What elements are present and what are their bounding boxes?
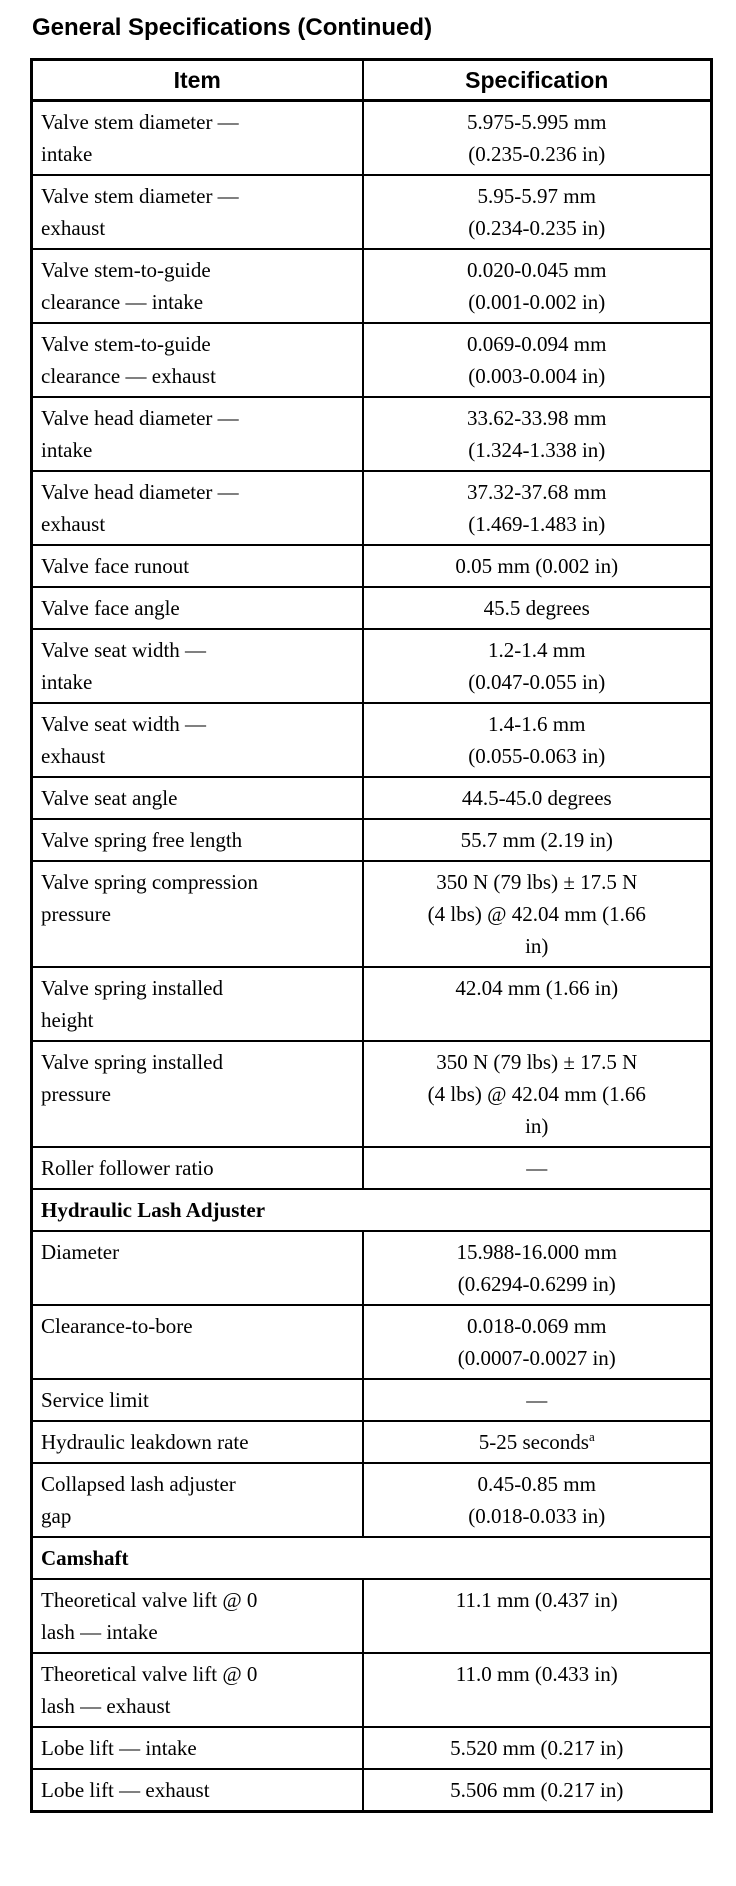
spec-cell: 5.506 mm (0.217 in)	[363, 1769, 712, 1812]
table-row	[32, 1041, 712, 1147]
spec-cell: 11.1 mm (0.437 in)	[363, 1579, 712, 1653]
item-cell: Valve face runout	[32, 545, 363, 587]
item-cell: Valve seat width — exhaust	[32, 703, 363, 777]
spec-cell: 0.018-0.069 mm (0.0007-0.0027 in)	[363, 1305, 712, 1379]
item-cell: Theoretical valve lift @ 0 lash — exhaust	[32, 1653, 363, 1727]
table-row	[32, 703, 712, 777]
spec-cell: 15.988-16.000 mm (0.6294-0.6299 in)	[363, 1231, 712, 1305]
spec-cell: 33.62-33.98 mm (1.324-1.338 in)	[363, 397, 712, 471]
spec-cell: 0.05 mm (0.002 in)	[363, 545, 712, 587]
table-row	[32, 545, 712, 587]
table-row	[32, 1769, 712, 1812]
spec-cell: 5.95-5.97 mm (0.234-0.235 in)	[363, 175, 712, 249]
general-specifications-table	[30, 58, 713, 1813]
item-cell: Valve spring installed pressure	[32, 1041, 363, 1147]
item-cell: Roller follower ratio	[32, 1147, 363, 1189]
page-title: General Specifications (Continued)	[32, 14, 433, 41]
spec-cell: 0.45-0.85 mm (0.018-0.033 in)	[363, 1463, 712, 1537]
spec-cell: 350 N (79 lbs) ± 17.5 N (4 lbs) @ 42.04 mm (1.66 in)	[363, 861, 712, 967]
table-row	[32, 323, 712, 397]
spec-cell: —	[363, 1147, 712, 1189]
item-cell: Lobe lift — intake	[32, 1727, 363, 1769]
column-header-specification: Specification	[363, 60, 712, 101]
spec-cell: 0.069-0.094 mm (0.003-0.004 in)	[363, 323, 712, 397]
item-cell: Collapsed lash adjuster gap	[32, 1463, 363, 1537]
spec-cell: 5.975-5.995 mm (0.235-0.236 in)	[363, 101, 712, 176]
table-row	[32, 777, 712, 819]
item-cell: Theoretical valve lift @ 0 lash — intake	[32, 1579, 363, 1653]
section-label: Camshaft	[32, 1537, 712, 1579]
item-cell: Clearance-to-bore	[32, 1305, 363, 1379]
spec-cell: —	[363, 1379, 712, 1421]
spec-cell: 1.4-1.6 mm (0.055-0.063 in)	[363, 703, 712, 777]
table-body	[32, 101, 712, 1812]
item-cell: Valve stem diameter — intake	[32, 101, 363, 176]
spec-cell: 0.020-0.045 mm (0.001-0.002 in)	[363, 249, 712, 323]
table-row	[32, 1231, 712, 1305]
item-cell: Service limit	[32, 1379, 363, 1421]
item-cell: Valve face angle	[32, 587, 363, 629]
item-cell: Lobe lift — exhaust	[32, 1769, 363, 1812]
table-row	[32, 1579, 712, 1653]
spec-cell: 350 N (79 lbs) ± 17.5 N (4 lbs) @ 42.04 mm (1.66 in)	[363, 1041, 712, 1147]
item-cell: Valve stem-to-guide clearance — intake	[32, 249, 363, 323]
table-row	[32, 967, 712, 1041]
column-header-item: Item	[32, 60, 363, 101]
item-cell: Valve spring installed height	[32, 967, 363, 1041]
table-row	[32, 1463, 712, 1537]
spec-cell: 5-25 seconds$^a$	[363, 1421, 712, 1463]
table-row	[32, 1653, 712, 1727]
table-row	[32, 397, 712, 471]
table-row	[32, 249, 712, 323]
table-row	[32, 175, 712, 249]
spec-cell: 45.5 degrees	[363, 587, 712, 629]
item-cell: Valve head diameter — intake	[32, 397, 363, 471]
spec-cell: 55.7 mm (2.19 in)	[363, 819, 712, 861]
item-cell: Valve spring free length	[32, 819, 363, 861]
section-label: Hydraulic Lash Adjuster	[32, 1189, 712, 1231]
item-cell: Valve seat width — intake	[32, 629, 363, 703]
table-row	[32, 629, 712, 703]
table-header-row	[32, 60, 712, 101]
section-header-row	[32, 1189, 712, 1231]
table-row	[32, 819, 712, 861]
spec-cell: 44.5-45.0 degrees	[363, 777, 712, 819]
spec-cell: 42.04 mm (1.66 in)	[363, 967, 712, 1041]
footnote-marker: a	[588, 1429, 595, 1444]
item-cell: Hydraulic leakdown rate	[32, 1421, 363, 1463]
item-cell: Valve stem-to-guide clearance — exhaust	[32, 323, 363, 397]
table-row	[32, 101, 712, 176]
item-cell: Valve head diameter — exhaust	[32, 471, 363, 545]
table-row	[32, 587, 712, 629]
item-cell: Valve spring compression pressure	[32, 861, 363, 967]
table-row	[32, 1305, 712, 1379]
spec-cell: 5.520 mm (0.217 in)	[363, 1727, 712, 1769]
section-header-row	[32, 1537, 712, 1579]
table-row	[32, 1421, 712, 1463]
spec-cell: 1.2-1.4 mm (0.047-0.055 in)	[363, 629, 712, 703]
item-cell: Valve seat angle	[32, 777, 363, 819]
table-row	[32, 861, 712, 967]
table-row	[32, 1147, 712, 1189]
spec-cell: 37.32-37.68 mm (1.469-1.483 in)	[363, 471, 712, 545]
item-cell: Diameter	[32, 1231, 363, 1305]
table-row	[32, 1379, 712, 1421]
item-cell: Valve stem diameter — exhaust	[32, 175, 363, 249]
spec-cell: 11.0 mm (0.433 in)	[363, 1653, 712, 1727]
table-row	[32, 1727, 712, 1769]
table-row	[32, 471, 712, 545]
